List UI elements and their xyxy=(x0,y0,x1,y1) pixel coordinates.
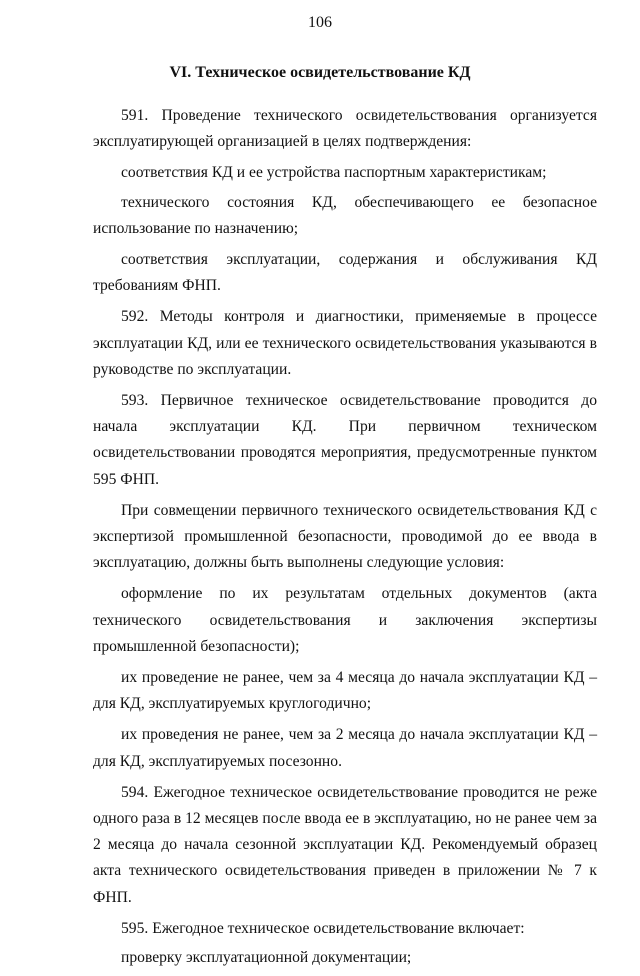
paragraph-item: технического состояния КД, обеспечивающего ее безопасное использование по назначению; xyxy=(93,193,597,237)
page-number: 106 xyxy=(308,14,332,31)
paragraph-combined-inspection: При совмещении первичного технического освидетельствования КД с экспертизой промышленной безопасности, проводимой до ее ввода в эксплуатацию, должны быть выполнены следующие условия: xyxy=(93,501,597,572)
paragraph-item: соответствия эксплуатации, содержания и обслуживания КД требованиям ФНП. xyxy=(93,251,597,295)
paragraph-item: их проведение не ранее, чем за 4 месяца до начала эксплуатации КД – для КД, эксплуатируемых круглогодично; xyxy=(93,669,597,713)
paragraph-595: 595. Ежегодное техническое освидетельствование включает: xyxy=(121,919,525,937)
paragraph-593: 593. Первичное техническое освидетельствование проводится до начала эксплуатации КД. При первичном техническом освидетельствовании проводятся мероприятия, предусмотренные пунктом 595 ФНП. xyxy=(93,392,597,488)
paragraph-594: 594. Ежегодное техническое освидетельствование проводится не реже одного раза в 12 месяцев после ввода ее в эксплуатацию, но не ранее чем за 2 месяца до начала сезонной эксплуатации КД. Рекомендуемый образец акта технического освидетельствования приведен в приложении № 7 к ФНП. xyxy=(93,783,597,906)
paragraph-item: оформление по их результатам отдельных документов (акта технического освидетельствования и заключения экспертизы промышленной безопасности); xyxy=(93,585,597,655)
paragraph-item: соответствия КД и ее устройства паспортным характеристикам; xyxy=(121,164,547,182)
paragraph-592: 592. Методы контроля и диагностики, применяемые в процессе эксплуатации КД, или ее технического освидетельствования указываются в руководстве по эксплуатации. xyxy=(93,308,597,378)
document-body xyxy=(93,103,597,976)
paragraph-item: проверку эксплуатационной документации; xyxy=(121,949,412,967)
paragraph-591: 591. Проведение технического освидетельствования организуется эксплуатирующей организацией в целях подтверждения: xyxy=(93,107,597,151)
section-title: VI. Техническое освидетельствование КД xyxy=(169,64,471,81)
paragraph-item: их проведения не ранее, чем за 2 месяца до начала эксплуатации КД – для КД, эксплуатируемых посезонно. xyxy=(93,726,597,770)
